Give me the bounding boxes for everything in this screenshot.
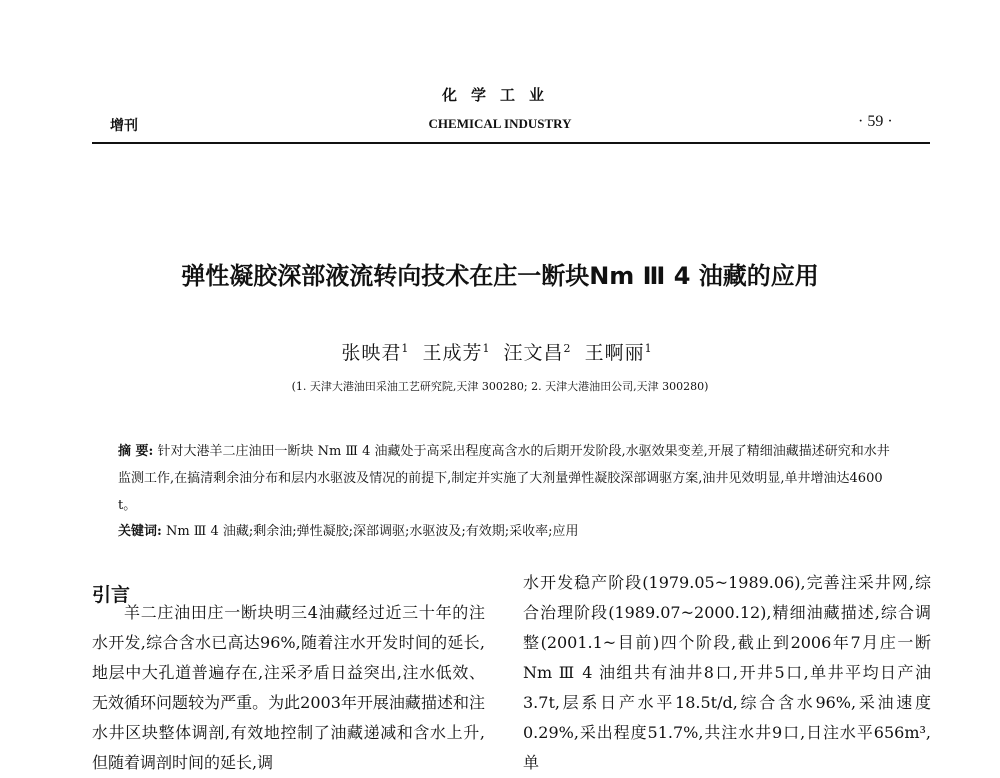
header-rule <box>92 142 930 144</box>
body-paragraph: 羊二庄油田庄一断块明三4油藏经过近三十年的注水开发,综合含水已高达96%,随着注水开发时间的延长,地层中大孔道普遍存在,注采矛盾日益突出,注水低效、无效循环问题较为严重。为此2003年开展油藏描述和注水井区块整体调剖,有效地控制了油藏递减和含水上升,但随着调剖时间的延长,调 <box>92 603 485 772</box>
body-paragraph: 水开发稳产阶段(1979.05~1989.06),完善注采井网,综合治理阶段(1989.07~2000.12),精细油藏描述,综合调整(2001.1~目前)四个阶段,截止到2006年7月庄一断 Nm Ⅲ 4 油组共有油井8口,开井5口,单井平均日产油3.7t,层系日产水平18.5t/d,综合含水96%,采油速度0.29%,采出程度51.7%,共注水井9口,日注水平656m³,单 <box>523 573 931 772</box>
body-column-right <box>523 568 931 778</box>
abstract-label: 摘 要: <box>118 444 154 459</box>
article-title: 弹性凝胶深部液流转向技术在庄一断块Nm Ⅲ 4 油藏的应用 <box>181 262 819 290</box>
author-name: 汪文昌 <box>503 342 564 364</box>
journal-title-cn: 化学工业 <box>441 86 558 104</box>
abstract <box>118 438 896 519</box>
author-affil-mark: 1 <box>644 341 653 355</box>
author-name: 王啊丽 <box>584 342 645 364</box>
body-column-left <box>92 598 485 778</box>
author-affil-mark: 1 <box>482 341 491 355</box>
page-number: · 59 · <box>858 113 893 130</box>
author-list <box>0 338 1000 365</box>
abstract-text: 针对大港羊二庄油田一断块 Nm Ⅲ 4 油藏处于高采出程度高含水的后期开发阶段,水驱效果变差,开展了精细油藏描述研究和水井监测工作,在搞清剩余油分布和层内水驱波及情况的前提下,制定并实施了大剂量弹性凝胶深部调驱方案,油井见效明显,单井增油达4600 t。 <box>118 444 890 513</box>
keywords-text: Nm Ⅲ 4 油藏;剩余油;弹性凝胶;深部调驱;水驱波及;有效期;采收率;应用 <box>165 524 579 539</box>
journal-title-en: CHEMICAL INDUSTRY <box>428 116 572 131</box>
author-name: 张映君 <box>341 342 402 364</box>
author-affil-mark: 1 <box>401 341 410 355</box>
supplement-label: 增刊 <box>110 118 138 134</box>
keywords <box>118 520 896 539</box>
keywords-label: 关键词: <box>118 524 162 539</box>
section-title-introduction: 引言 <box>92 584 131 606</box>
author-name: 王成芳 <box>422 342 483 364</box>
affiliation: (1. 天津大港油田采油工艺研究院,天津 300280; 2. 天津大港油田公司,天津 300280) <box>291 380 709 393</box>
author-affil-mark: 2 <box>563 341 572 355</box>
